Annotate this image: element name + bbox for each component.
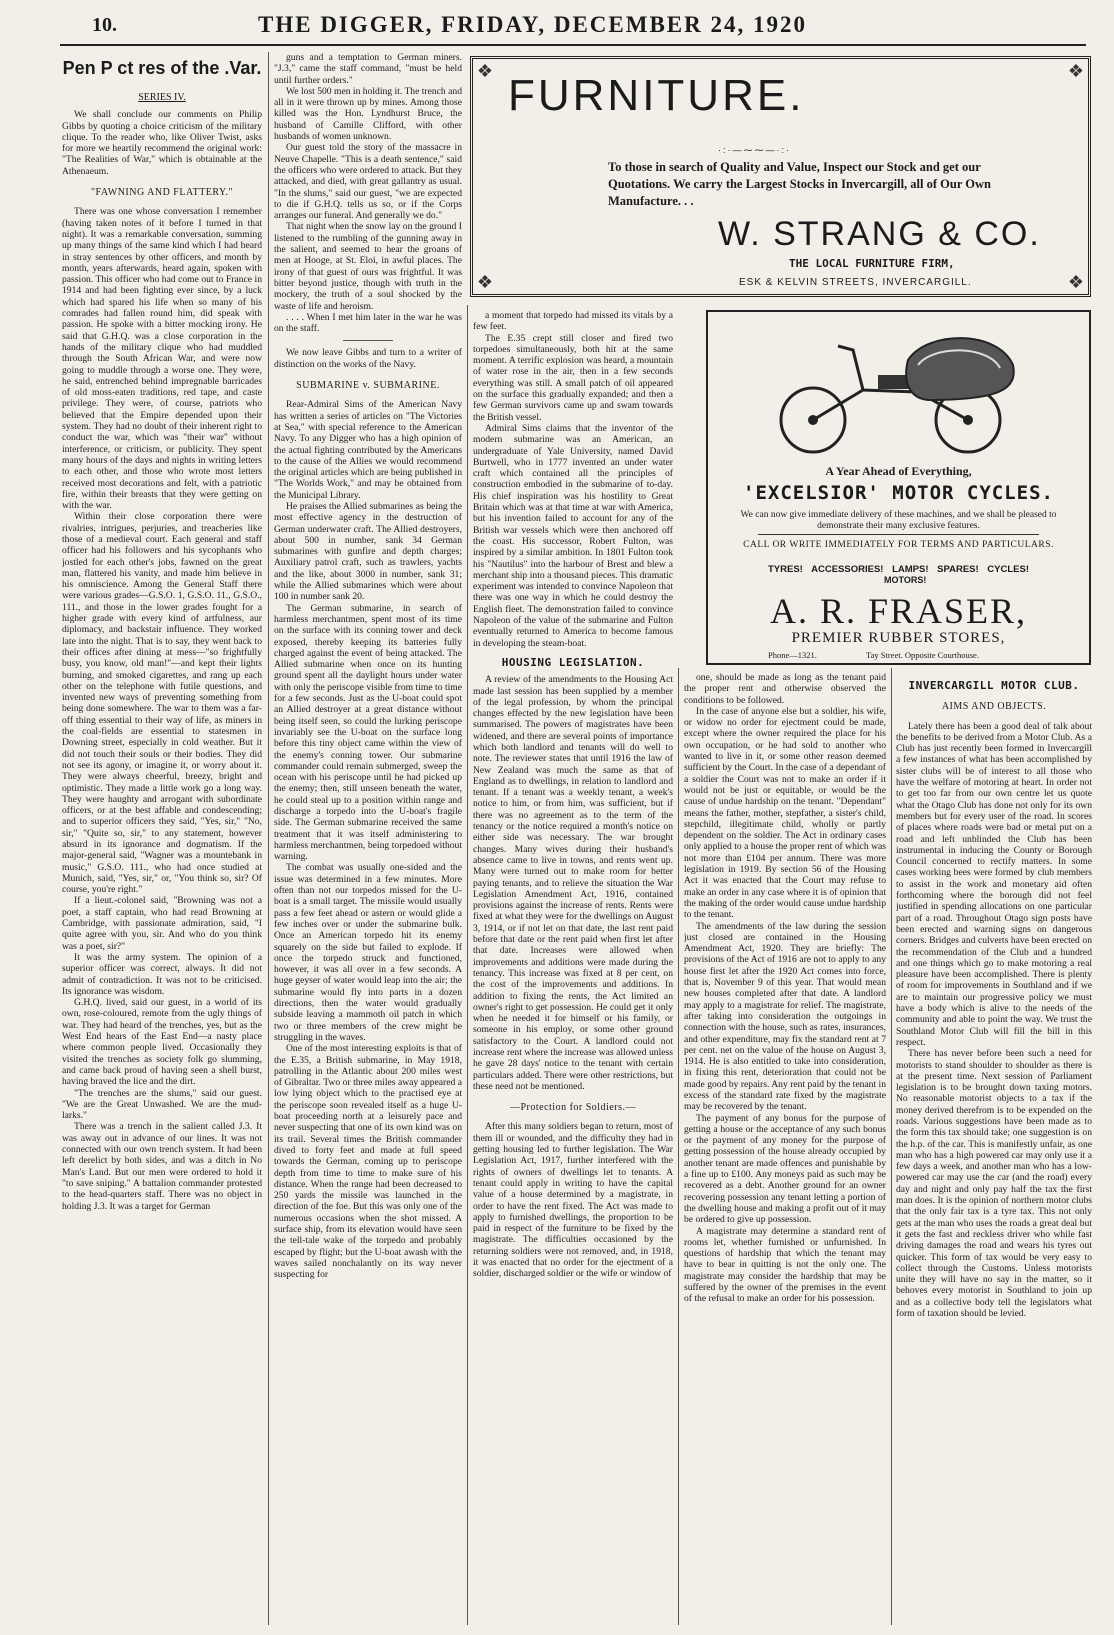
call-to-action: CALL OR WRITE IMMEDIATELY FOR TERMS AND PARTICULARS.: [743, 540, 1054, 550]
excelsior-advertisement: [706, 310, 1091, 665]
paragraph: We now leave Gibbs and turn to a writer of distinction on the works of the Navy.: [274, 347, 462, 370]
paragraph: "The trenches are the slums," said our guest. "We are the Great Unwashed. We are the mud-larks.": [62, 1087, 262, 1122]
ad-body: To those in search of Quality and Value, Inspect our Stock and get our Quotations. We carry the Largest Stocks in Invercargill, all of Our Own Manufacture. . .: [608, 160, 991, 208]
paragraph: The German submarine, in search of harmless merchantmen, spent most of its time on the surface with its conning tower and deck exposed, thereby keeping its batteries fully charged against the event of being attacked. The Allied submarine when once on its hunting ground spent all the daylight hours under water with only the periscope visible from time to time for a few seconds. Just as the U-boat could spot an Allied destroyer at a great distance without being itself seen, so could the lurking periscope invariably see the U-boat on the surface long before this tiny object came within the view of the enemy's conning tower. Our submarine commander could remain submerged, sweep the ocean with his periscope until he had picked up the enemy; then, still unseen beneath the water, he could steal up to a position within range and discharge a torpedo into the U-boat's fragile side. The German submarine received the same treatment that it was itself administering to harmless merchantmen, being torpedoed without warning.: [274, 602, 462, 863]
paragraph: The E.35 crept still closer and fired two torpedoes simultaneously, both hit at the same moment. A terrific explosion was heard, a mountain of water rose in the air, then in a few seconds everything was still. A small patch of oil appeared on the surface this gradually expanded; and then a few German survivors came up and swam towards the British vessel.: [473, 332, 673, 423]
store-address: Tay Street. Opposite Courthouse.: [866, 650, 979, 660]
ad-body: We can now give immediate delivery of these machines, and we shall be pleased to demonstrate their many exclusive features.: [740, 510, 1057, 531]
paragraph: The combat was usually one-sided and the issue was determined in a few minutes. More often than not our torpedos missed for the U-boat is a small target. The missile would usually pass a few feet ahead or astern or would glide a few inches over or under the submarine bulk. Once an American torpedo hit its enemy squarely on the side but failed to explode. If once the torpedo struck and functioned, however, it was all over in a few seconds. A huge geyser of water would leap into the air; the submarine would fly into parts in a dozen directions, then the water would gradually subside leaving a mammoth oil patch in which two or three members of the crew might be struggling in the waves.: [274, 862, 462, 1043]
masthead: [0, 0, 1114, 44]
column-rule: [891, 668, 892, 1625]
paragraph: If a lieut.-colonel said, "Browning was not a poet, a staff captain, who had read Browning at Cambridge, with passionate admiration, said, "I quite agree with you, sir. And who do you think was a poet, sir?": [62, 895, 262, 952]
company-address: ESK & KELVIN STREETS, INVERCARGILL.: [739, 277, 972, 288]
ad-tagline: A Year Ahead of Everything,: [825, 464, 972, 478]
paragraph: A magistrate may determine a standard rent of rooms let, whether furnished or unfurnished. In questions of hardship that which the tenant may have to bear in quitting is not the only one. The magistrate may consider the hardship that may be suffered by the owner of the premises in the event of the refusal to make an order for his possession.: [684, 1225, 886, 1305]
subheading: AIMS AND OBJECTS.: [941, 701, 1047, 713]
paragraph: . . . . When I met him later in the war he was on the staff.: [274, 311, 462, 335]
paragraph: a moment that torpedo had missed its vitals by a few feet.: [473, 310, 673, 333]
company-tagline: THE LOCAL FURNITURE FIRM,: [789, 257, 955, 270]
paragraph: one, should be made as long as the tenant paid the proper rent and otherwise observed the conditions to be followed.: [684, 672, 886, 706]
subheading: SUBMARINE v. SUBMARINE.: [296, 380, 440, 392]
paragraph: guns and a temptation to German miners. "J.3," came the staff command, "must be held until further orders.": [274, 52, 462, 86]
paragraph: Lately there has been a good deal of talk about the benefits to be derived from a Motor Club. As a Club has just recently been formed in Invercargill a few instances of what has been accomplished by sister clubs will be of interest to all those who have the welfare of motoring at heart. In order not to get too far from our own centre let us quote what the Otago Club has done not only for its own members but for every user of the road. In scores of places where roads were bad or metal put on a road and left unblinded the Club has been instrumental in inducing the County or Borough Council concerned to rectify matters. In some cases working bees were formed by club members to assist in the work and monetary aid often forthcoming where the borough did not feel justified in spending allocations on one particular part of a road. Throughout Otago sign posts have been erected and warning signs on dangerous corners. Bridges and culverts have been erected on the recommendation of the Club and a hundred and one things which go to make motoring a real pleasure have been accomplished. There is plenty of room for improvements in Southland and if we are to maintain our progressive policy we must have a body which is alive to the needs of the community and able to point the way. We trust the Southland Motor Club will fill the bill in this respect.: [896, 720, 1092, 1048]
subheading: HOUSING LEGISLATION.: [501, 655, 645, 669]
furniture-advertisement: [470, 56, 1091, 297]
product-name: 'EXCELSIOR' MOTOR CYCLES.: [743, 482, 1054, 504]
company-name: W. STRANG & CO.: [718, 215, 1041, 253]
paragraph: It was the army system. The opinion of a superior officer was correct, always. It did not admit of contradiction. It was not to be criticised. Its ignorance was wisdom.: [62, 951, 262, 997]
paragraph: A review of the amendments to the Housing Act made last session has been supplied by a member of the legal profession, by whom the principal changes effected by the new legislation have been summarised. The powers of magistrates have been widened, and there are several points of importance which both landlord and tenants will do well to note. The reviewer states that until 1916 the law of New Zealand was much the same as that of England as to dwellings, in relation to landlord and tenant. If a tenant was a weekly tenant, a week's notice to him, or from him, was sufficient, but if there was no agreement as to the term of the tenancy or the notice required a month's notice on either side was necessary. The war brought changes. Many wives during their husband's absence came to live in towns, and rents went up. Many were turned out to make room for better paying tenants, and to relieve the situation the War Legislation Amendment Act, 1916, contained provisions against the increase of rents. Rents were fixed at what they were for the dwellings on August 3, 1914, or if not let on that date, the last rent paid before that date or the rent paid when first let after that date. Increases were allowed when improvements and additions were made during the tenancy. This increase was fixed at 8 per cent, on the cost of the improvements and additions. In addition to fixing the rents, the Act limited an owner's right to get possession. He could get it only when he needed it for himself or his family, or someone in his employ, or some other ground satisfactory to the Court. A landlord could not increase rent where the increase was allowed unless he gave 28 days' notice to the tenant with certain particulars added. There were other restrictions, but these need not be mentioned.: [473, 674, 673, 1092]
divider: [343, 340, 393, 341]
ornament-icon: ❖: [1067, 272, 1085, 292]
divider: [758, 534, 1039, 535]
paragraph: There was one whose conversation I remember (having taken notes of it before I turned in that night). It was a remarkable conversation, summing up many things of the same kind which I had heard in stray sentences by other officers, and month by month, years afterwards, heard again, spoken with passion. This officer who had come out to France in 1914 and had been fighting ever since, by a luck which had spared his life when so many of his comrades had fallen round him, did speak with passion. He spoke with a bitter mocking irony. He said that G.H.Q. was a close corporation in the hands of the military clique who had muddled through the South African War, and were now going to muddle through a worse one. They were, he said, entrenched behind impregnable barricades of old moss-eaten traditions, red tape, and caste privilege. They were, of course, patriots who believed that the Empire depended upon their system. They had no doubt of their inherent right to conduct the war, which was "their war" without interference, or criticism, or publicity. They spent many hours of the days and nights in writing letters to each other, and those who wrote most letters received most decorations and felt, with a patriotic fire, within their breasts that they were getting on with the war.: [62, 206, 262, 512]
subheading: "FAWNING AND FLATTERY.": [90, 187, 234, 199]
paragraph: Our guest told the story of the massacre in Neuve Chapelle. "This is a death sentence," said the officers who were ordered to attack. But they attacked, and died, with great gallantry as usual. "In the slums," said our guest, "we are expected to die if G.H.Q. tells us so, or if the Corps arranges our funeral. And generally we do.": [274, 142, 462, 222]
paragraph: Admiral Sims claims that the inventor of the modern submarine was an American, an undergraduate of Yale University, named David Burtwell, who in 1777 invented an under water craft which contained all the principles of construction embodied in the submarine of to-day. His chief inspiration was his hostility to Great Britain which was at that time at war with America, but his invention failed to account for any of the British war vessels which were then anchored off the coast. His successor, Robert Fulton, was inspired by a similar ambition. In 1801 Fulton took his "Nautilus" into the harbour of Brest and blew a merchant ship into a thousand pieces. This dramatic experiment was intended to convince Napoleon that there was one way in which he could destroy the English fleet. The demonstration failed to convince Napoleon of the value of the submarine and Fulton eventually returned to America to become famous in developing the steam-boat.: [473, 422, 673, 649]
column-rule: [467, 305, 468, 1625]
paragraph: We shall conclude our comments on Philip Gibbs by quoting a choice criticism of the military clique. To the reader who, like Oliver Twist, asks for more we heartily recommend the original work: "The Realities of War," which is obtainable at the Athenaeum.: [62, 109, 262, 177]
product-list: TYRES! ACCESSORIES! LAMPS! SPARES! CYCLES!: [768, 564, 1029, 575]
paragraph: Within their close corporation there were rivalries, intrigues, perjuries, and treacheries like those of a medieval court. Each general and staff officer had his followers and his sycophants who jostled for each other's jobs, fawned on the great man, flattered his vanity, and made him believe in his omniscience. Among the General Staff there were various grades—G.S.O. 1, G.S.O. 11., G.S.O., 111., and those in the lower grades fought for a higher grade with every kind of artfulness, aur diplomacy, and backstair influence. They worked late into the night. That is to say, they went back to their offices after dining at mess—"so frightfully busy, you know, old man!"—and kept their lights burning, and smoked cigarettes, and rang up each other on the telephone with futile questions, and invented new ways of preventing something from being done somewhere. The war to them was a far-off thing essential to their way of life, as miners in the coal-fields are essential to statesmen in Downing street, especially in cold weather. But it did not touch their souls or their bodies. They did not see its agony, or imagine it, or worry about it. They were always cheerful, breezy, bright and optimistic. They made a little work go a long way. They were haughty and arrogant with subordinate officers, or at the best affable and condescending; and to superior officers they said, "Yes, sir," "No, sir," "Quite so, sir," to any statement, however absurd in its ignorance and dogmatism. If the major-general said, "Wagner was a mountebank in music," G.S.O. 111., who had once studied at Munich, said, "Yes, sir," or, "You think so, sir? Of course, you're right.": [62, 511, 262, 896]
paragraph: One of the most interesting exploits is that of the E.35, a British submarine, in May 1918, patrolling in the Atlantic about 200 miles west of Gibraltar. Two or three miles away appeared a low lying object which to the practised eye at the periscope soon revealed itself as a huge U-boat proceeding north at a leisurely pace and never suspecting that one of its own kind was on its trail. Several times the British commander dived to forty feet and made at full speed towards the German, coming up to periscope depth from time to time to make sure of his distance. When the range had been decreased to 250 yards the missile was launched in the direction of the foe. But this was only one of the numerous occasions when the shot missed. A surface ship, from its elevation would have seen the tell-tale wake of the torpedo and probably escaped by flight; but the U-boat awash with the waves sailed nonchalantly on its way never suspecting for: [274, 1043, 462, 1281]
newspaper-title: THE DIGGER, FRIDAY, DECEMBER 24, 1920: [258, 12, 807, 37]
store-name: PREMIER RUBBER STORES,: [791, 630, 1006, 646]
product-list-extra: MOTORS!: [884, 575, 927, 585]
article-submarine-continued: [473, 310, 673, 1629]
article-headline: Pen P ct res of the .Var.: [62, 58, 262, 78]
paragraph: He praises the Allied submarines as being the most effective agency in the destruction of German underwater craft. The Allied destroyers, about 500 in number, sank 34 German submarines with gunfire and depth charges; Auxiliary patrol craft, such as trawlers, yachts and the like, about 3000 in number, sank 31; while the Allied submarines which were about 100 in number sank 20.: [274, 500, 462, 603]
column-rule: [678, 668, 679, 1625]
ornament-icon: ❖: [476, 61, 494, 81]
proprietor-name: A. R. FRASER,: [769, 591, 1028, 631]
paragraph: That night when the snow lay on the ground I listened to the rumbling of the gunning away in the salient, and seemed to hear the groans of men at Hooge, at St. Eloi, in awful places. The irony of that guest of ours was frightful. It was bitter beyond justice, though with truth in the mockery, the truth of a soul shocked by the waste of life and heroism.: [274, 221, 462, 312]
masthead-rule: [60, 44, 1086, 46]
article-pen-pictures: [62, 52, 262, 1629]
paragraph: In the case of anyone else but a soldier, his wife, or widow no order for ejectment could be made, except where the owner required the place for his own occupation, or he had sold to another who wanted to live in it, or some other reason deemed sufficient by the Court. In the case of a dependant of a soldier the Court was not to make an order if it would not be just or equitable, or would be the cause of undue hardship on the tenant. "Dependant" means the father, mother, stepfather, a sister's child, stepchild, illegitimate child, wholly or partly dependent on the soldier. The Act in ordinary cases only applied to a house the proper rent of which was not more than £104 per annum. There was more legislation in 1919. By section 56 of the Housing Act it was enacted that the Court may refuse to make an order in any case where it is of opinion that the making of the order would cause undue hardship to the tenant.: [684, 705, 886, 921]
article-motor-club: [896, 672, 1092, 1629]
paragraph: The amendments of the law during the session just closed are contained in the Housing Amendment Act, 1920. They are briefly: The provisions of the Act of 1916 are not to apply to any house first let after the 1920 Act comes into force, that is, November 9 of this year. That would mean new houses completed after that date. A landlord may apply to a magistrate for relief. The magistrate, after taking into consideration the outgoings in connection with the house, such as rates, insurances, and other expenditure, may fix the standard rent at 7 per cent. net on the value of the house on August 3, 1914. He is also entitled to take into consideration, in fixing this rent, deterioration that could not be made good by repairs. Any rent paid by the tenant in excess of the standard rate fixed by the magistrate may be recovered by the tenant.: [684, 920, 886, 1113]
phone-number: Phone—1321.: [768, 650, 817, 660]
paragraph: There has never before been such a need for motorists to stand shoulder to shoulder as there is at the present time. Next session of Parliament legislation is to be brought down taxing motors. No reasonable motorist objects to a tax if the money derived therefrom is to be expended on the roads. Various suggestions have been made as to the form this tax should take; one suggestion is on the h.p. of the car. This is manifestly unfair, as one man who has a high powered car may only use it a few days a week, and another man who has a low-powered car may use the car (and the road) every day and night and only pay half the tax the first man does. It is the opinion of northern motor clubs that the only fair tax is a tyre tax. This not only gets at the man who uses the roads a great deal but it gets the fast and reckless driver who while fast driving damages the road and wears his tyres out quicker. This form of tax would be very easy to collect through the Customs. Unless motorists unite they will have no say in the matter, so it behoves every motorist in Southland to join up and as a collective body tell the legislators what form of taxation should be levied.: [896, 1048, 1092, 1320]
series-label: SERIES IV.: [138, 92, 186, 103]
article-continuation: [274, 52, 462, 1629]
page-number: 10.: [92, 14, 117, 36]
ornament-icon: ❖: [476, 272, 494, 292]
motorcycle-sidecar-icon: [768, 320, 1028, 460]
column-rule: [268, 52, 269, 1625]
ad-title: FURNITURE.: [508, 71, 805, 120]
paragraph: G.H.Q. lived, said our guest, in a world of its own, rose-coloured, remote from the ugly things of war. They had heard of the trenches, yes, but as the West End hears of the East End—a nasty place where common people lived. Occasionally they visited the trenches as society folk go slumming, and came back proud of having seen a shell burst, having braved the lice and the dirt.: [62, 997, 262, 1088]
paragraph: The payment of any bonus for the purpose of getting a house or the acceptance of any such bonus or the payment of any money for the purpose of getting possession of the house already occupied by another tenant are made offences and punishable by a fine up to £100. Any moneys paid as such may be recovered as a debt. Another ground for an owner recovering possession any tenant letting a portion of the dwelling house and making a profit out of it may be ordered to give up possession.: [684, 1112, 886, 1226]
article-housing-continued: [684, 672, 886, 1629]
paragraph: Rear-Admiral Sims of the American Navy has written a series of articles on "The Victories at Sea," with special reference to the American Navy. To any Digger who has a high opinion of the actual fighting contributed by the Americans to the cause of the Allies we would recommend the original articles which are being published in "The Worlds Work," and may be obtained from the Municipal Library.: [274, 399, 462, 501]
subheading: —Protection for Soldiers.—: [509, 1102, 637, 1114]
subheading: INVERCARGILL MOTOR CLUB.: [908, 679, 1080, 692]
paragraph: We lost 500 men in holding it. The trench and all in it were thrown up by mines. Among those killed was the Hon. Lyndhurst Bruce, the husband of Camille Clifford, with other husbands of women unknown.: [274, 85, 462, 143]
paragraph: There was a trench in the salient called J.3. It was away out in advance of our lines. It was not connected with our own trench system. It had been left derelict by both sides, and was a ditch in No Man's Land. But our men were ordered to hold it "to save sniping." A battalion commander protested to the head-quarters staff. There was no object in holding J.3. It was a target for German: [62, 1121, 262, 1212]
ornament-separator: ·:·—⁓⁓—·:·: [718, 145, 791, 155]
paragraph: After this many soldiers began to return, most of them ill or wounded, and the difficulty they had in getting housing led to further legislation. The War Legislation Act, 1917, further interfered with the rights of owners of dwellings let to tenants. A tenant could apply in writing to have the capital value of a house determined by a magistrate, in order to have the rent fixed. The Act was made to apply to furnished dwellings, the proportion to be paid in respect of the furniture to be fixed by the magistrate. The difficulties occasioned by the returning soldiers were not removed, and, in 1918, it was enacted that no order for the ejectment of a soldier, discharged soldier or the wife or window of: [473, 1121, 673, 1280]
ornament-icon: ❖: [1067, 61, 1085, 81]
